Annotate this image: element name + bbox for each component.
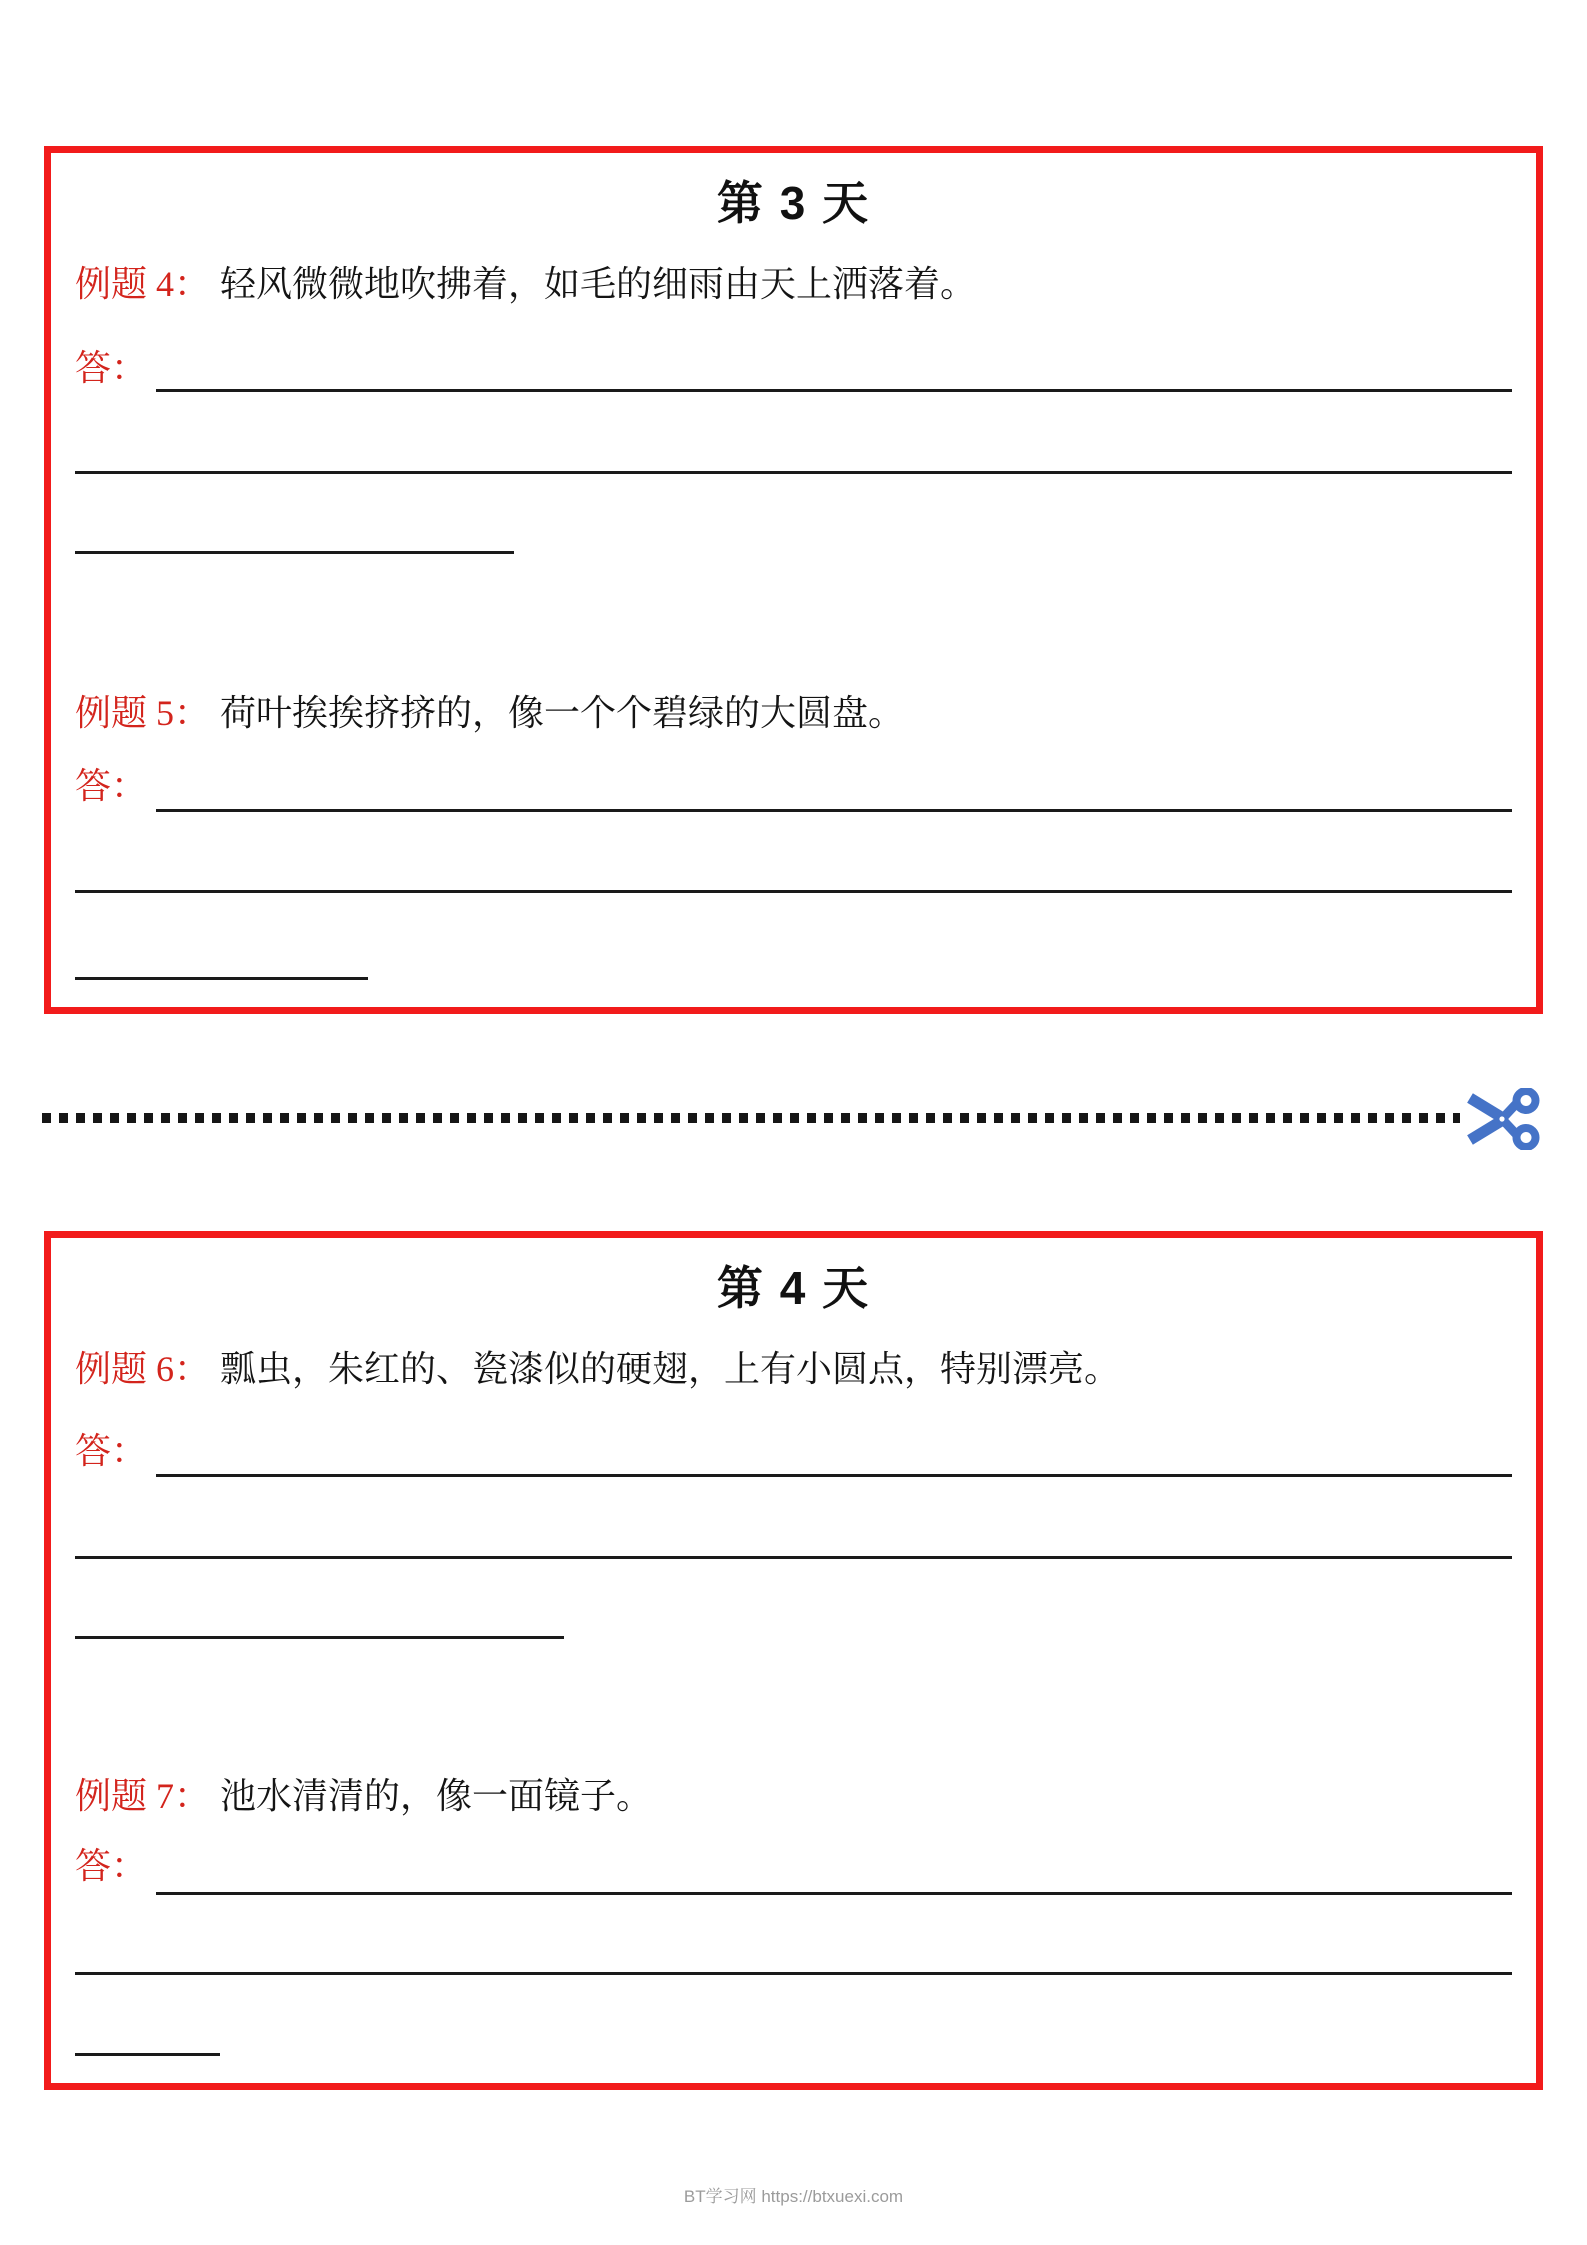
- answer-blank-line: [156, 389, 1512, 392]
- example-5-answer-label: 答：: [75, 766, 148, 806]
- cut-line: [42, 1113, 1460, 1123]
- answer-blank-line: [75, 977, 368, 980]
- example-4-answer-label: 答：: [75, 348, 148, 388]
- example-7-sentence: 池水清清的，像一面镜子。: [220, 1776, 653, 1816]
- example-6-row: [75, 1348, 1506, 1390]
- answer-blank-line: [156, 809, 1512, 812]
- answer-blank-line: [75, 890, 1512, 893]
- answer-blank-line: [75, 1556, 1512, 1559]
- day4-panel: [44, 1231, 1543, 2090]
- answer-blank-line: [75, 2053, 220, 2056]
- example-7-answer-label: 答：: [75, 1846, 148, 1886]
- example-6-sentence: 瓢虫，朱红的、瓷漆似的硬翅，上有小圆点，特别漂亮。: [220, 1349, 1121, 1389]
- example-4-row: [75, 263, 1506, 305]
- answer-blank-line: [156, 1474, 1512, 1477]
- example-4-sentence: 轻风微微地吹拂着，如毛的细雨由天上洒落着。: [220, 264, 977, 304]
- answer-blank-line: [75, 551, 514, 554]
- day3-title: 第 3 天: [716, 177, 871, 229]
- footer-watermark: BT学习网 https://btxuexi.com: [683, 2187, 904, 2206]
- example-4-label: 例题 4：: [75, 264, 211, 304]
- answer-blank-line: [156, 1892, 1512, 1895]
- example-5-sentence: 荷叶挨挨挤挤的，像一个个碧绿的大圆盘。: [220, 693, 905, 733]
- day4-title: 第 4 天: [716, 1262, 871, 1314]
- example-7-row: [75, 1775, 1506, 1817]
- example-5-label: 例题 5：: [75, 693, 211, 733]
- day3-panel: [44, 146, 1543, 1014]
- example-6-answer-label: 答：: [75, 1431, 148, 1471]
- example-7-label: 例题 7：: [75, 1776, 211, 1816]
- scissors-icon: [1466, 1088, 1544, 1150]
- answer-blank-line: [75, 1972, 1512, 1975]
- answer-blank-line: [75, 1636, 564, 1639]
- example-6-label: 例题 6：: [75, 1349, 211, 1389]
- answer-blank-line: [75, 471, 1512, 474]
- example-5-row: [75, 692, 1506, 734]
